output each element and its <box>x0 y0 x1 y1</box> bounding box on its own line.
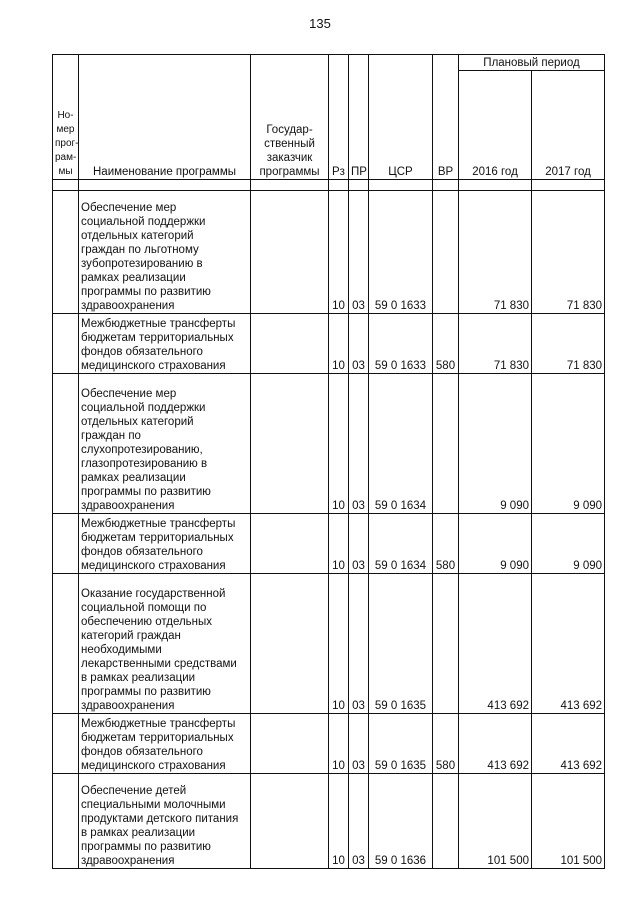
pr-cell: 03 <box>349 774 369 869</box>
amount-2016-cell: 101 500 <box>459 774 532 869</box>
program-number-cell <box>53 191 79 314</box>
rz-cell: 10 <box>329 314 349 374</box>
csr-cell: 59 0 1635 <box>369 574 433 714</box>
vr-cell: 580 <box>433 514 459 574</box>
pr-cell: 03 <box>349 574 369 714</box>
state-customer-cell <box>251 191 329 314</box>
state-customer-cell <box>251 714 329 774</box>
amount-2017-cell: 71 830 <box>532 314 605 374</box>
program-number-cell <box>53 574 79 714</box>
vr-cell <box>433 574 459 714</box>
table-row <box>53 714 605 774</box>
pr-cell: 03 <box>349 714 369 774</box>
state-customer-cell <box>251 374 329 514</box>
state-customer-cell <box>251 574 329 714</box>
vr-cell: 580 <box>433 714 459 774</box>
amount-2016-cell: 9 090 <box>459 514 532 574</box>
amount-2016-cell: 413 692 <box>459 714 532 774</box>
table-row <box>53 374 605 514</box>
rz-cell: 10 <box>329 574 349 714</box>
header-pr: ПР <box>349 55 369 180</box>
program-name-cell: Межбюджетные трансферты бюджетам территориальных фондов обязательного медицинского страхования <box>79 314 251 374</box>
amount-2017-cell: 413 692 <box>532 574 605 714</box>
rz-cell: 10 <box>329 374 349 514</box>
program-name-cell: Обеспечение мер социальной поддержки отдельных категорий граждан по слухопротезированию, глазопротезированию в рамках реализации программы по развитию здравоохранения <box>79 374 251 514</box>
header-planned-period: Плановый период <box>459 55 605 71</box>
csr-cell: 59 0 1634 <box>369 374 433 514</box>
amount-2017-cell: 71 830 <box>532 191 605 314</box>
table-row <box>53 514 605 574</box>
amount-2017-cell: 9 090 <box>532 514 605 574</box>
table-row <box>53 574 605 714</box>
vr-cell <box>433 774 459 869</box>
rz-cell: 10 <box>329 514 349 574</box>
header-spacer-row <box>53 180 605 191</box>
state-customer-cell <box>251 514 329 574</box>
amount-2017-cell: 101 500 <box>532 774 605 869</box>
csr-cell: 59 0 1633 <box>369 314 433 374</box>
header-program-name: Наименование программы <box>79 55 251 180</box>
amount-2016-cell: 413 692 <box>459 574 532 714</box>
budget-table <box>52 54 605 869</box>
program-name-cell: Обеспечение мер социальной поддержки отдельных категорий граждан по льготному зубопротезированию в рамках реализации программы по развитию здравоохранения <box>79 191 251 314</box>
csr-cell: 59 0 1635 <box>369 714 433 774</box>
header-csr: ЦСР <box>369 55 433 180</box>
pr-cell: 03 <box>349 514 369 574</box>
header-rz: Рз <box>329 55 349 180</box>
program-name-cell: Межбюджетные трансферты бюджетам территориальных фондов обязательного медицинского страхования <box>79 514 251 574</box>
csr-cell: 59 0 1633 <box>369 191 433 314</box>
vr-cell <box>433 374 459 514</box>
program-number-cell <box>53 314 79 374</box>
header-state-customer: Государ- ственный заказчик программы <box>251 55 329 180</box>
state-customer-cell <box>251 314 329 374</box>
header-program-number: Но- мер прог- рам- мы <box>53 55 79 180</box>
csr-cell: 59 0 1636 <box>369 774 433 869</box>
pr-cell: 03 <box>349 374 369 514</box>
amount-2016-cell: 9 090 <box>459 374 532 514</box>
program-number-cell <box>53 774 79 869</box>
pr-cell: 03 <box>349 191 369 314</box>
vr-cell <box>433 191 459 314</box>
header-year-2017: 2017 год <box>532 71 605 180</box>
program-number-cell <box>53 374 79 514</box>
rz-cell: 10 <box>329 714 349 774</box>
program-number-cell <box>53 714 79 774</box>
rz-cell: 10 <box>329 774 349 869</box>
pr-cell: 03 <box>349 314 369 374</box>
amount-2016-cell: 71 830 <box>459 314 532 374</box>
rz-cell: 10 <box>329 191 349 314</box>
program-name-cell: Обеспечение детей специальными молочными продуктами детского питания в рамках реализации программы по развитию здравоохранения <box>79 774 251 869</box>
csr-cell: 59 0 1634 <box>369 514 433 574</box>
table-row <box>53 774 605 869</box>
amount-2017-cell: 413 692 <box>532 714 605 774</box>
header-vr: ВР <box>433 55 459 180</box>
table-row <box>53 191 605 314</box>
program-name-cell: Оказание государственной социальной помощи по обеспечению отдельных категорий граждан необходимыми лекарственными средствами в рамках реализации программы по развитию здравоохранения <box>79 574 251 714</box>
amount-2017-cell: 9 090 <box>532 374 605 514</box>
program-number-cell <box>53 514 79 574</box>
vr-cell: 580 <box>433 314 459 374</box>
amount-2016-cell: 71 830 <box>459 191 532 314</box>
state-customer-cell <box>251 774 329 869</box>
page-number: 135 <box>309 16 331 31</box>
header-year-2016: 2016 год <box>459 71 532 180</box>
program-name-cell: Межбюджетные трансферты бюджетам территориальных фондов обязательного медицинского страхования <box>79 714 251 774</box>
table-row <box>53 314 605 374</box>
